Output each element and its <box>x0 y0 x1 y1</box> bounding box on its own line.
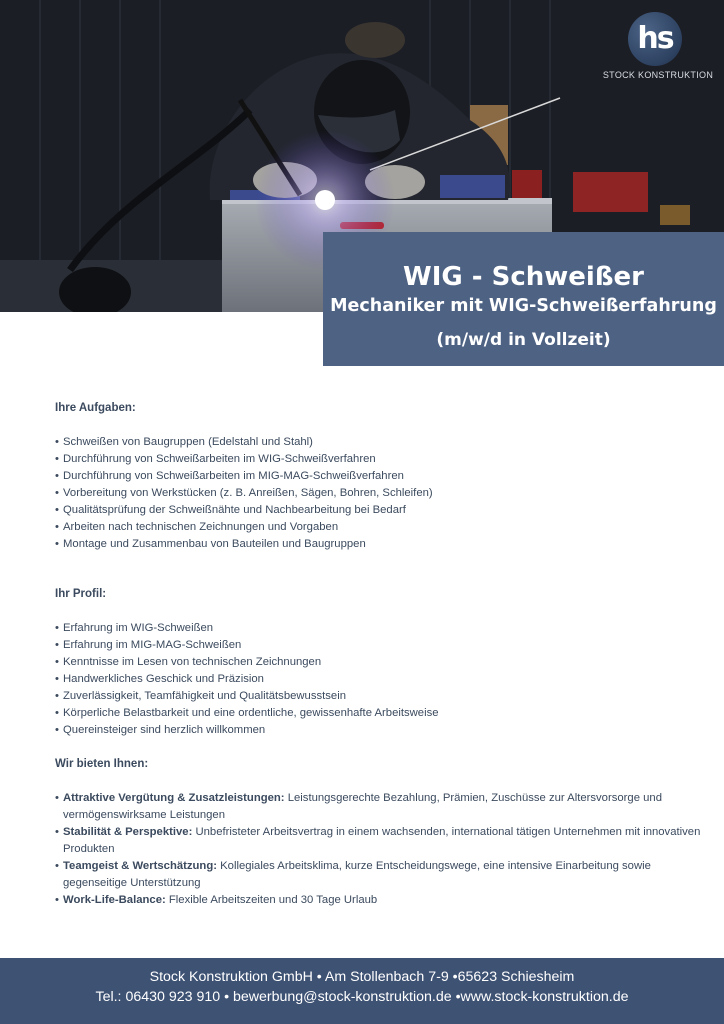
list-item: • Zuverlässigkeit, Teamfähigkeit und Qualitätsbewusstsein <box>55 688 715 705</box>
list-item: • Erfahrung im WIG-Schweißen <box>55 620 715 637</box>
bieten-list <box>55 790 715 909</box>
logo-company-name: STOCK KONSTRUKTION <box>602 70 714 80</box>
list-item: • Durchführung von Schweißarbeiten im WIG-Schweißverfahren <box>55 451 715 468</box>
list-item: • Vorbereitung von Werkstücken (z. B. Anreißen, Sägen, Bohren, Schleifen) <box>55 485 715 502</box>
benefit-item <box>55 824 715 858</box>
company-logo <box>600 12 720 84</box>
section-heading-aufgaben: Ihre Aufgaben: <box>55 402 136 414</box>
list-item: • Quereinsteiger sind herzlich willkommen <box>55 722 715 739</box>
job-subtitle: Mechaniker mit WIG-Schweißerfahrung <box>330 296 717 316</box>
list-item: • Durchführung von Schweißarbeiten im MIG-MAG-Schweißverfahren <box>55 468 715 485</box>
list-item: • Schweißen von Baugruppen (Edelstahl und Stahl) <box>55 434 715 451</box>
benefit-text-cont: gegenseitige Unterstützung <box>63 877 201 889</box>
list-item: • Kenntnisse im Lesen von technischen Zeichnungen <box>55 654 715 671</box>
benefit-text-cont: Produkten <box>63 843 115 855</box>
job-description <box>55 400 715 909</box>
benefit-label: Stabilität & Perspektive: <box>63 826 193 838</box>
benefit-text: Kollegiales Arbeitsklima, kurze Entscheidungswege, eine intensive Einarbeitung sowie <box>217 860 651 872</box>
list-item: • Körperliche Belastbarkeit und eine ordentliche, gewissenhafte Arbeitsweise <box>55 705 715 722</box>
list-item: • Erfahrung im MIG-MAG-Schweißen <box>55 637 715 654</box>
list-item: • Arbeiten nach technischen Zeichnungen und Vorgaben <box>55 519 715 536</box>
job-title-box <box>323 232 724 366</box>
section-heading-bieten: Wir bieten Ihnen: <box>55 758 149 770</box>
logo-mark: hs <box>628 12 682 66</box>
benefit-label: Work-Life-Balance: <box>63 894 166 906</box>
benefit-text: Flexible Arbeitszeiten und 30 Tage Urlaub <box>165 894 378 906</box>
section-heading-profil: Ihr Profil: <box>55 588 107 600</box>
contact-footer <box>0 958 724 1024</box>
benefit-label: Attraktive Vergütung & Zusatzleistungen: <box>63 792 285 804</box>
profil-list <box>55 620 715 739</box>
benefit-label: Teamgeist & Wertschätzung: <box>63 860 217 872</box>
aufgaben-list <box>55 434 715 553</box>
list-item: • Montage und Zusammenbau von Bauteilen und Baugruppen <box>55 536 715 553</box>
benefit-item <box>55 892 715 909</box>
benefit-text-cont: vermögenswirksame Leistungen <box>63 809 226 821</box>
list-item: • Qualitätsprüfung der Schweißnähte und Nachbearbeitung bei Bedarf <box>55 502 715 519</box>
benefit-item <box>55 790 715 824</box>
list-item: • Handwerkliches Geschick und Präzision <box>55 671 715 688</box>
job-employment-type: (m/w/d in Vollzeit) <box>436 330 611 350</box>
benefit-text: Unbefristeter Arbeitsvertrag in einem wachsenden, international tätigen Unternehmen mit innovativen <box>192 826 701 838</box>
footer-contact[interactable]: Tel.: 06430 923 910 • bewerbung@stock-konstruktion.de •www.stock-konstruktion.de <box>95 989 629 1005</box>
benefit-text: Leistungsgerechte Bezahlung, Prämien, Zuschüsse zur Altersvorsorge und <box>284 792 662 804</box>
job-title: WIG - Schweißer <box>403 262 644 292</box>
benefit-item <box>55 858 715 892</box>
footer-address: Stock Konstruktion GmbH • Am Stollenbach 7-9 •65623 Schiesheim <box>149 969 575 985</box>
